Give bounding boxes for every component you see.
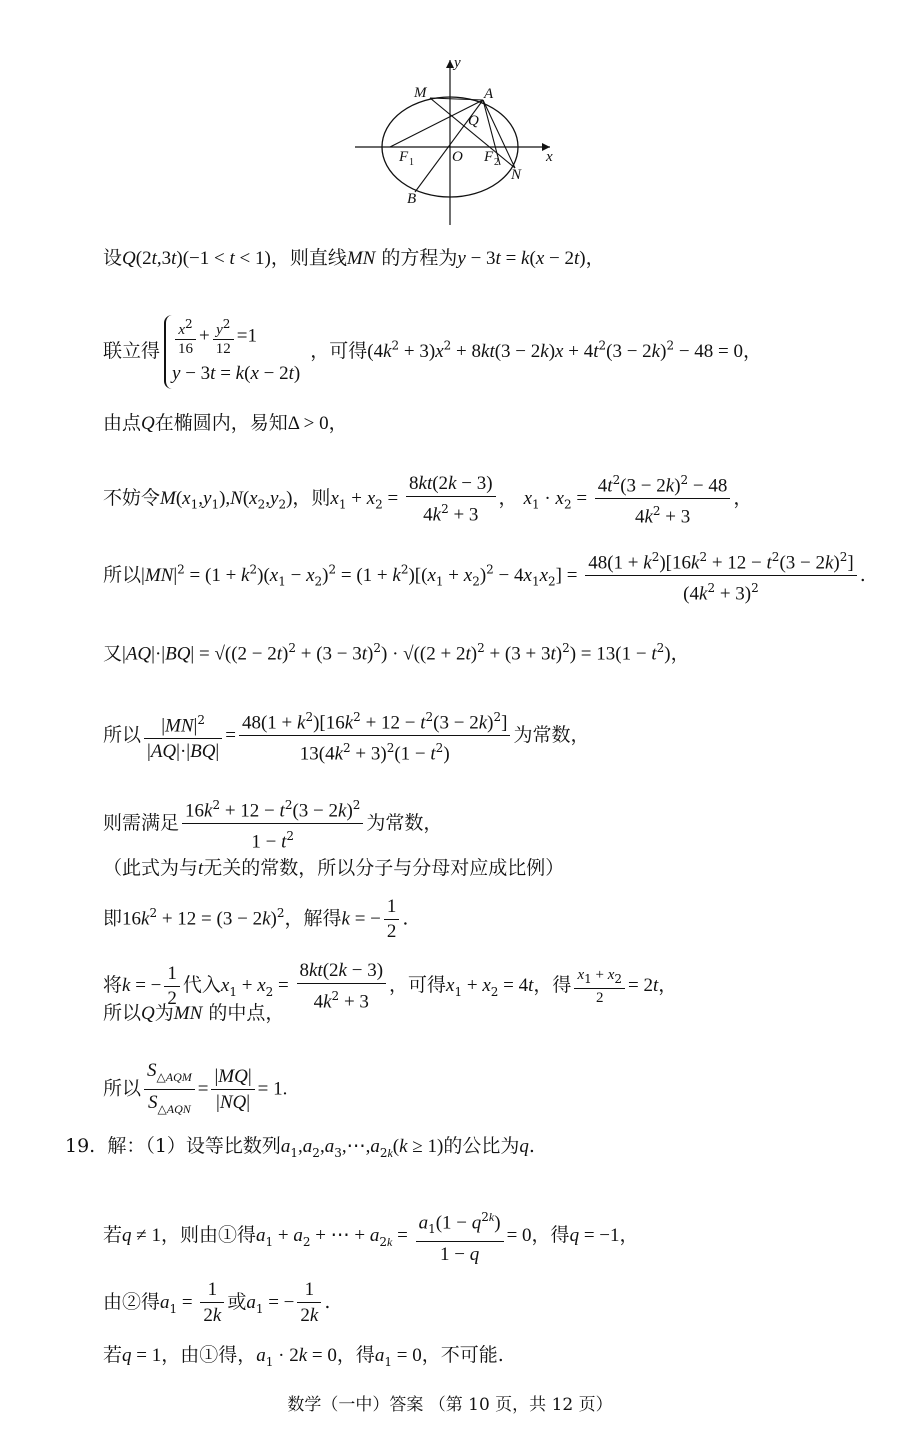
line-7: 所以 $\frac{|MN|^2}{|AQ|\cdot|BQ|}$ = $\frac{48(1 + k^2)[16k^2 + 12 - t^2(3 - 2k)^2]}{13(4k^2 + 3)^2(1 - t^2)}$ 为常数， [103,705,589,767]
label-O: O [452,149,463,165]
line-11: 将k = − $\frac{1}{2}$ 代入$x_1 + x_2$ = $\frac{8kt(2k - 3)}{4k^2 + 3}$ ，可得$x_1 + x_2 = 4t$，得 $\frac{x_1 + x_2}{2}$ = 2t， [103,960,678,1013]
line-8: 则需满足 $\frac{16k^2 + 12 - t^2(3 - 2k)^2}{1 - t^2}$ 为常数， [103,793,442,855]
label-F2: F [484,149,494,165]
line-4: 不妨令$M(x_1,y_1),N(x_2,y_2)$，则$x_1 + x_2$ = $\frac{8kt(2k - 3)}{4k^2 + 3}$ ， $x_1 \cdot x_2$ = $\frac{4t^2(3 - 2k)^2 - 48}{4k^2 + 3}$ ， [103,468,752,530]
label-y: y [454,55,461,71]
label-F1: F [399,149,409,165]
line-9: （此式为与t无关的常数，所以分子与分母对应成比例） [103,857,565,879]
line-6: 又$|AQ|\cdot|BQ| = √((2 - 2t)^2 + (3 - 3t)^2) \cdot √((2 + 2t)^2 + (3 + 3t)^2) = 13(1 - t^2)$， [103,641,690,665]
label-F1-sub: 1 [409,157,414,168]
label-Q: Q [468,113,479,129]
line-12: 所以Q为MN 的中点， [103,1002,285,1024]
label-M: M [414,85,427,101]
line-1: 设Q(2t,3t)(−1 < t < 1)，则直线MN 的方程为y − 3t = k(x − 2t)， [103,247,605,269]
line-13: 所以 $\frac{S_{\triangle AQM}}{S_{\triangle AQN}}$ = $\frac{|MQ|}{|NQ|}$ = 1. [103,1060,288,1116]
question-19: 19. 解：（1）设等比数列$a_1,a_2,a_3,\cdots,a_{2k}(k \ge 1)$的公比为q. [65,1135,535,1160]
line-5: 所以$|MN|^2 = (1 + k^2)(x_1 - x_2)^2 = (1 + k^2)[(x_1 + x_2)^2 - 4x_1x_2]$ = $\frac{48(1 + k^2)[16k^2 + 12 - t^2(3 - 2k)^2]}{(4k^2 + 3)^2}$ . [103,545,866,607]
line-17: 若q = 1，由①得，$a_1 \cdot 2k = 0$，得$a_1 = 0$，不可能. [103,1344,504,1369]
label-F2-sub: 2 [494,157,499,168]
label-A: A [484,86,494,102]
line-3: 由点Q在椭圆内，易知Δ > 0， [103,412,348,434]
line-2: 联立得 $\frac{x^2}{16}$ + $\frac{y^2}{12}$ =1 y − 3t = k(x − 2t) ，可得$(4k^2 + 3)x^2 + 8kt(3 - 2k)x + 4t^2(3 - 2k)^2 - 48 = 0$， [103,315,762,389]
line-15: 若q ≠ 1，则由①得$a_1 + a_2$ + ⋯ + $a_{2k}$ = $\frac{a_1(1 - q^{2k})}{1 - q}$ = 0，得q = −1， [103,1205,639,1267]
line-10: 即$16k^2 + 12 = (3 - 2k)^2$，解得k = − $\frac{1}{2}$ . [103,896,409,942]
label-N: N [511,167,522,183]
page-footer: 数学（一中）答案 （第 10 页，共 12 页） [287,1395,613,1415]
label-x: x [546,149,553,165]
label-B: B [407,191,417,207]
ellipse-figure [350,55,570,230]
line-16: 由②得$a_1$ = $\frac{1}{2k}$ 或$a_1$ = − $\frac{1}{2k}$ . [103,1279,331,1326]
